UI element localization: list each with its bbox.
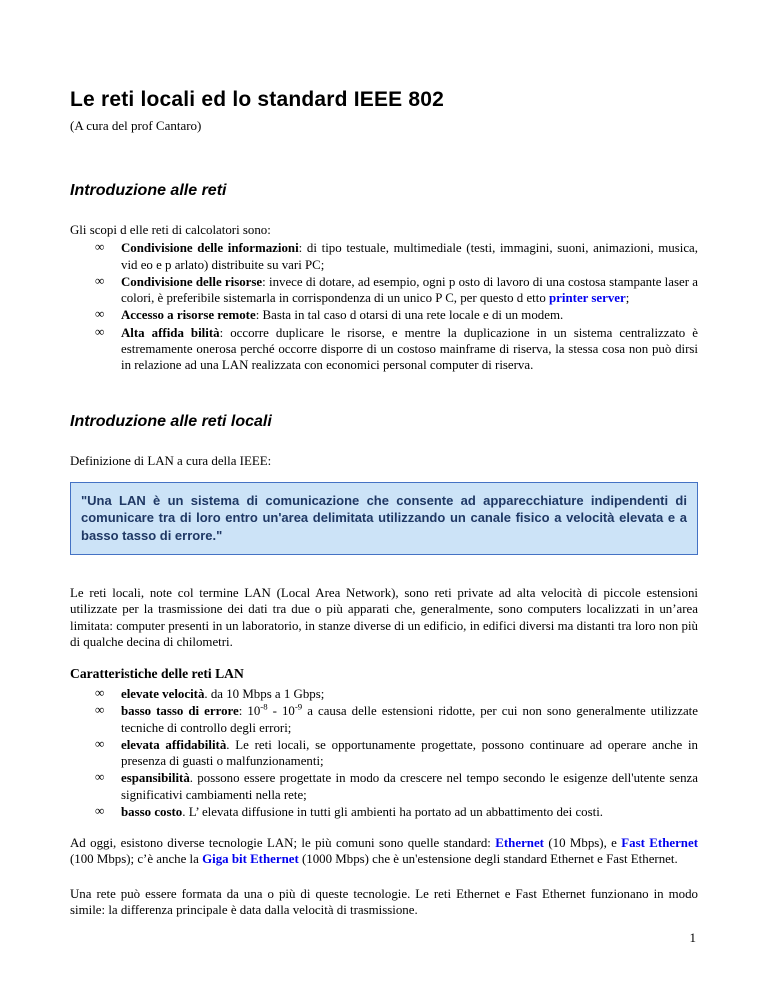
text-segment: : 10 [238,704,261,719]
text-segment: Accesso a risorse remote [121,308,256,323]
lan-characteristics-list [94,686,698,820]
text-segment: (1000 Mbps) che è un'estensione degli standard Ethernet e Fast Ethernet. [298,852,678,867]
list-item [94,274,698,307]
list-item [94,703,698,736]
spacer [70,821,698,835]
gigabit-ethernet-link[interactable]: Giga bit Ethernet [202,852,299,867]
text-segment: a causa delle estensioni ridotte, per cui non sono generalmente utilizzate tecniche di controllo degli errori; [121,704,698,735]
infinity-bullet-icon: ∞ [95,702,105,718]
closing-paragraph: Una rete può essere formata da una o più di queste tecnologie. Le reti Ethernet e Fast Ethernet funzionano in modo simile: la differenza principale è data dalla velocità di trasmissione. [70,886,698,917]
list-item [94,686,698,702]
infinity-bullet-icon: ∞ [95,769,105,785]
infinity-bullet-icon: ∞ [95,323,105,339]
list-item [94,770,698,803]
infinity-bullet-icon: ∞ [95,272,105,288]
page-subtitle: (A cura del prof Cantaro) [70,118,202,133]
text-segment: Condivisione delle informazioni [121,241,299,256]
text-segment: (10 Mbps), e [543,836,622,851]
text-segment: (100 Mbps); c’è anche la [70,852,203,867]
text-segment: basso tasso di errore [121,704,239,719]
text-segment: : occorre duplicare le risorse, e mentre la duplicazione in un sistema centralizzato è estremamente onerosa perché occorre disporre di un costoso mainframe di riserva, la stessa cosa non può dirsi in relazione ad una LAN realizzata con economici personal computer di riserva. [121,325,699,372]
text-segment: - 10 [267,704,295,719]
ethernet-link[interactable]: Ethernet [495,836,544,851]
printer-server-link[interactable]: printer server [549,291,626,305]
text-segment: basso costo [121,804,183,819]
spacer [70,878,698,886]
text-segment: -8 [260,702,268,713]
list-item [94,307,698,323]
infinity-bullet-icon: ∞ [95,239,105,255]
list-item [94,737,698,770]
text-segment: . da 10 Mbps a 1 Gbps; [204,687,325,702]
text-segment: -9 [294,702,303,713]
text-segment: : invece di dotare, ad esempio, ogni p osto di lavoro di una costosa stampante laser a colori, è preferibile sistemarla in corrispondenza di un unico P C, per questo d etto [121,274,698,305]
text-segment: . Le reti locali, se opportunamente progettate, possono continuare ad operare anche in presenza di guasti o malfunzionamenti; [121,737,698,769]
intro-line: Gli scopi d elle reti di calcolatori sono: [70,223,271,237]
section-heading-introduzione-reti: Introduzione alle reti [70,182,227,199]
page-title: Le reti locali ed lo standard IEEE 802 [70,88,445,111]
section-heading-reti-locali: Introduzione alle reti locali [70,413,272,431]
infinity-bullet-icon: ∞ [95,685,105,701]
list-item [94,804,698,820]
infinity-bullet-icon: ∞ [95,802,105,818]
text-segment: elevata affidabilità [121,737,227,752]
fast-ethernet-link[interactable]: Fast Ethernet [621,836,698,851]
list-item [94,240,698,273]
text-segment: : Basta in tal caso d otarsi di una rete locale e di un modem. [255,308,564,323]
list-item [94,325,698,374]
text-segment: . possono essere progettate in modo da crescere nel tempo secondo le esigenze dell'utente senza significativi cambiamenti nella rete; [121,771,698,802]
text-segment: Alta affida bilità [121,325,220,340]
definition-label: Definizione di LAN a cura della IEEE: [70,454,272,469]
characteristics-heading: Caratteristiche delle reti LAN [70,666,244,682]
infinity-bullet-icon: ∞ [95,735,105,751]
text-segment: . L’ elevata diffusione in tutti gli ambienti ha portato ad un abbattimento dei costi. [182,804,604,819]
technologies-paragraph [70,835,698,868]
text-segment: Ad oggi, esistono diverse tecnologie LAN; le più comuni sono quelle standard: [70,836,496,851]
infinity-bullet-icon: ∞ [95,306,105,322]
network-goals-list [94,240,698,373]
text-segment: espansibilità [121,771,190,786]
text-segment: Condivisione delle risorse [121,274,263,289]
text-segment: : di tipo testuale, multimediale (testi, immagini, suoni, animazioni, musica, vid eo e p arlato) distribuite su vari PC; [121,241,698,272]
text-segment: ; [625,291,630,305]
text-segment: elevate velocità [121,687,205,702]
lan-description-paragraph: Le reti locali, note col termine LAN (Local Area Network), sono reti private ad alta velocità di piccole estensioni utilizzate per la trasmissione dei dati tra due o più apparati che, generalmente, sono computers localizzati in un’area limitata: computer presenti in un laboratorio, in stanze diverse di un edificio, in edifici diversi ma distanti tra loro non più di qualche decina di chilometri. [70,586,698,649]
lan-definition-box: "Una LAN è un sistema di comunicazione che consente ad apparecchiature indipendenti di comunicare tra di loro entro un'area delimitata utilizzando un canale fisico a velocità elevata e a basso tasso di errore." [70,482,698,556]
page-number: 1 [689,930,696,945]
